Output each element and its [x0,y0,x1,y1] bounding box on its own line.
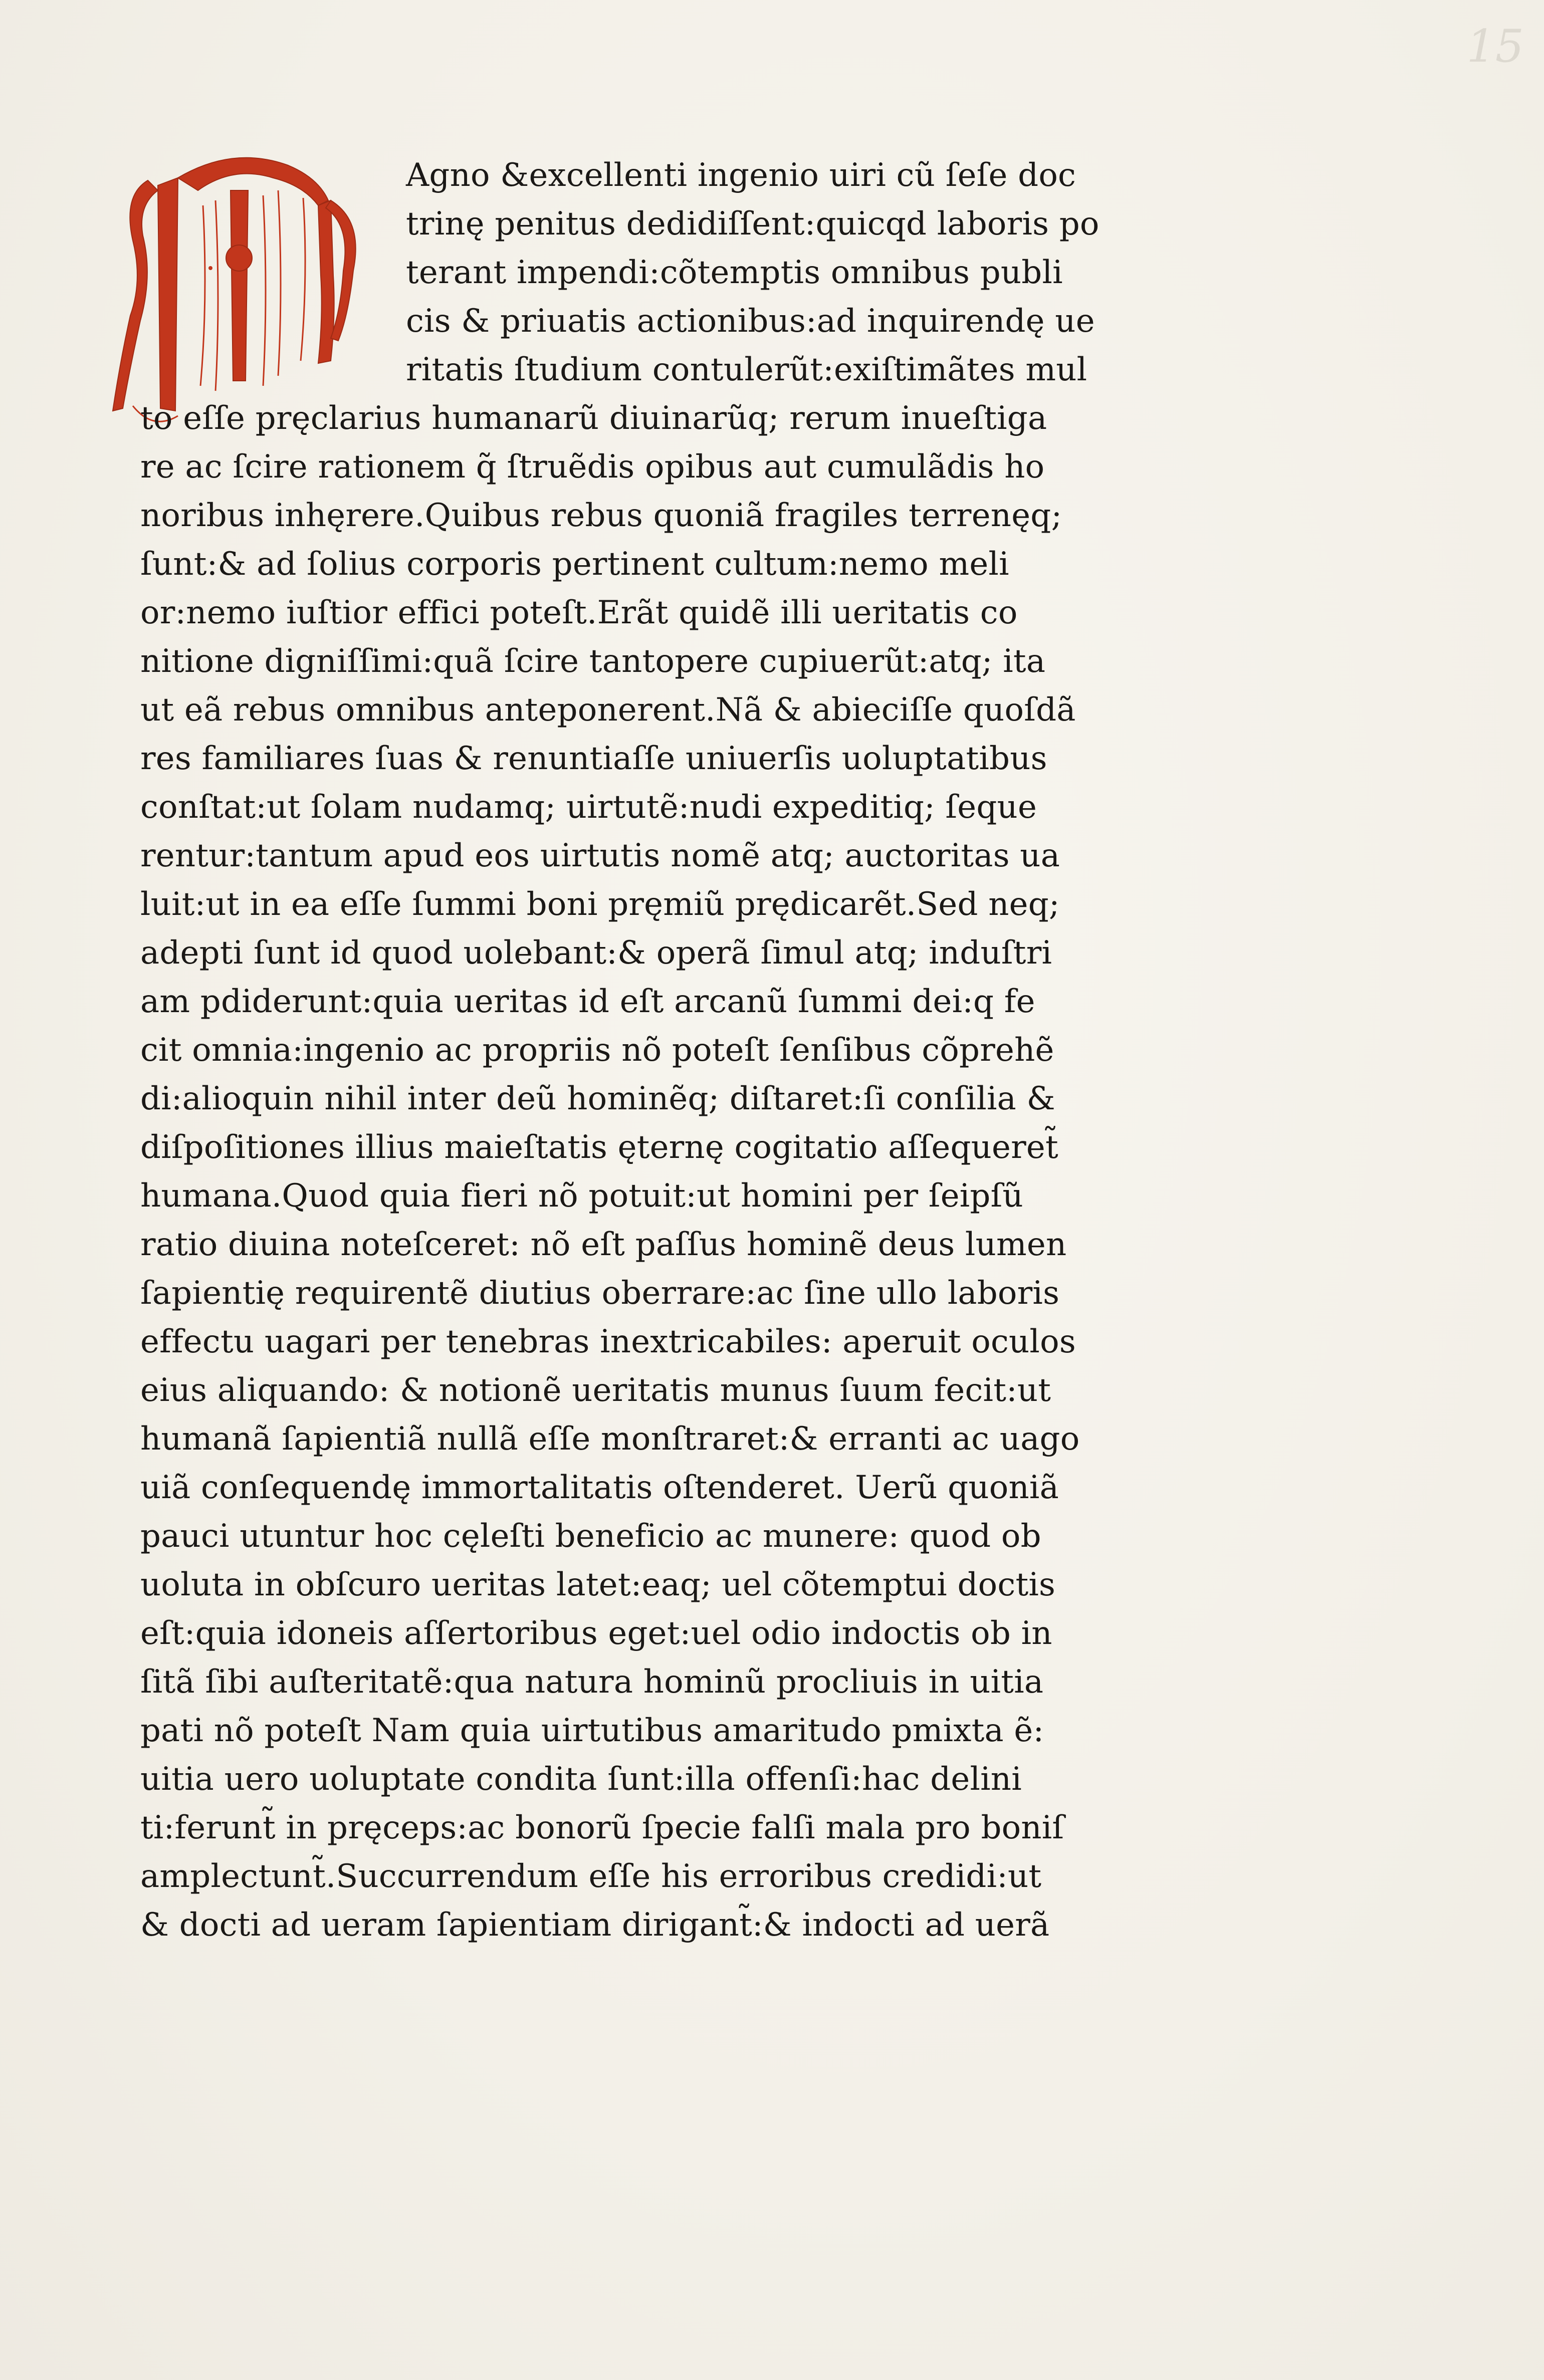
text-line-13: res familiares ſuas & renuntiaſſe uniuerſis uoluptatibus [140,740,1047,777]
text-line-23: ratio diuina noteſceret: nõ eſt paſſus hominẽ deus lumen [140,1226,1067,1263]
rubricated-initial [103,150,403,431]
text-line-24: ſapientię requirentẽ diutius oberrare:ac ſine ullo laboris [140,1275,1060,1312]
text-line-7: re ac ſcire rationem q̃ ſtruẽdis opibus aut cumulãdis ho [140,448,1045,486]
text-line-11: nitione digniſſimi:quã ſcire tantopere cupiuerũt:atq; ita [140,643,1046,680]
text-line-28: uiã conſequendę immortalitatis oſtenderet. Uerũ quoniã [140,1469,1059,1506]
text-line-32: ſitã ſibi auſteritatẽ:qua natura hominũ procliuis in uitia [140,1663,1044,1701]
text-line-30: uoluta in obſcuro ueritas latet:eaq; uel cõtemptui doctis [140,1566,1056,1603]
text-line-8: noribus inhęrere.Quibus rebus quoniã fragiles terrenęq; [140,497,1062,534]
text-line-9: ſunt:& ad ſolius corporis pertinent cultum:nemo meli [140,546,1009,583]
text-line-31: eſt:quia idoneis aſſertoribus eget:uel odio indoctis ob in [140,1615,1052,1652]
text-line-14: conſtat:ut ſolam nudamq; uirtutẽ:nudi expeditiq; ſeque [140,789,1037,826]
text-line-12: ut eã rebus omnibus anteponerent.Nã & abieciſſe quoſdã [140,691,1076,729]
text-line-5: ritatis ſtudium contulerũt:exiſtimãtes mul [406,351,1087,388]
text-line-15: rentur:tantum apud eos uirtutis nomẽ atq; auctoritas ua [140,837,1060,874]
text-line-36: amplectunt̃.Succurrendum eſſe his erroribus credidi:ut [140,1858,1042,1895]
text-line-27: humanã ſapientiã nullã eſſe monſtraret:& erranti ac uago [140,1420,1080,1458]
folio-number: 15 [1466,20,1524,73]
text-line-22: humana.Quod quia fieri nõ potuit:ut homini per ſeipſũ [140,1177,1023,1215]
text-line-4: cis & priuatis actionibus:ad inquirendę ue [406,303,1095,340]
text-line-17: adepti ſunt id quod uolebant:& operã ſimul atq; induſtri [140,934,1052,972]
text-line-26: eius aliquando: & notionẽ ueritatis munus ſuum fecit:ut [140,1372,1051,1409]
text-line-21: diſpoſitiones illius maieſtatis ęternę cogitatio aſſequeret̃ [140,1129,1058,1166]
text-line-16: luit:ut in ea eſſe ſummi boni pręmiũ prędicarẽt.Sed neq; [140,886,1060,923]
text-line-29: pauci utuntur hoc cęleſti beneficio ac munere: quod ob [140,1518,1041,1555]
text-line-25: effectu uagari per tenebras inextricabiles: aperuit oculos [140,1323,1076,1360]
text-line-20: di:alioquin nihil inter deũ hominẽq; diſtaret:ſi conſilia & [140,1080,1055,1117]
text-line-2: trinę penitus dedidiſſent:quicqd laboris po [406,205,1099,243]
text-line-6: to eſſe pręclarius humanarũ diuinarũq; rerum inueſtiga [140,400,1047,437]
text-line-37: & docti ad ueram ſapientiam dirigant̃:& indocti ad uerã [140,1907,1050,1944]
text-line-18: am pdiderunt:quia ueritas id eſt arcanũ ſummi dei:q fe [140,983,1035,1020]
text-line-3: terant impendi:cõtemptis omnibus publi [406,254,1063,291]
text-line-10: or:nemo iuſtior effici poteſt.Erãt quidẽ illi ueritatis co [140,594,1018,631]
text-line-35: ti:ferunt̃ in pręceps:ac bonorũ ſpecie falſi mala pro boniſ [140,1809,1064,1846]
text-line-34: uitia uero uoluptate condita ſunt:illa offenſi:hac delini [140,1761,1022,1798]
text-line-1: Agno &excellenti ingenio uiri cũ ſeſe doc [406,157,1076,194]
text-line-33: pati nõ poteſt Nam quia uirtutibus amaritudo pmixta ẽ: [140,1712,1044,1749]
text-line-19: cit omnia:ingenio ac propriis nõ poteſt ſenſibus cõprehẽ [140,1032,1054,1069]
